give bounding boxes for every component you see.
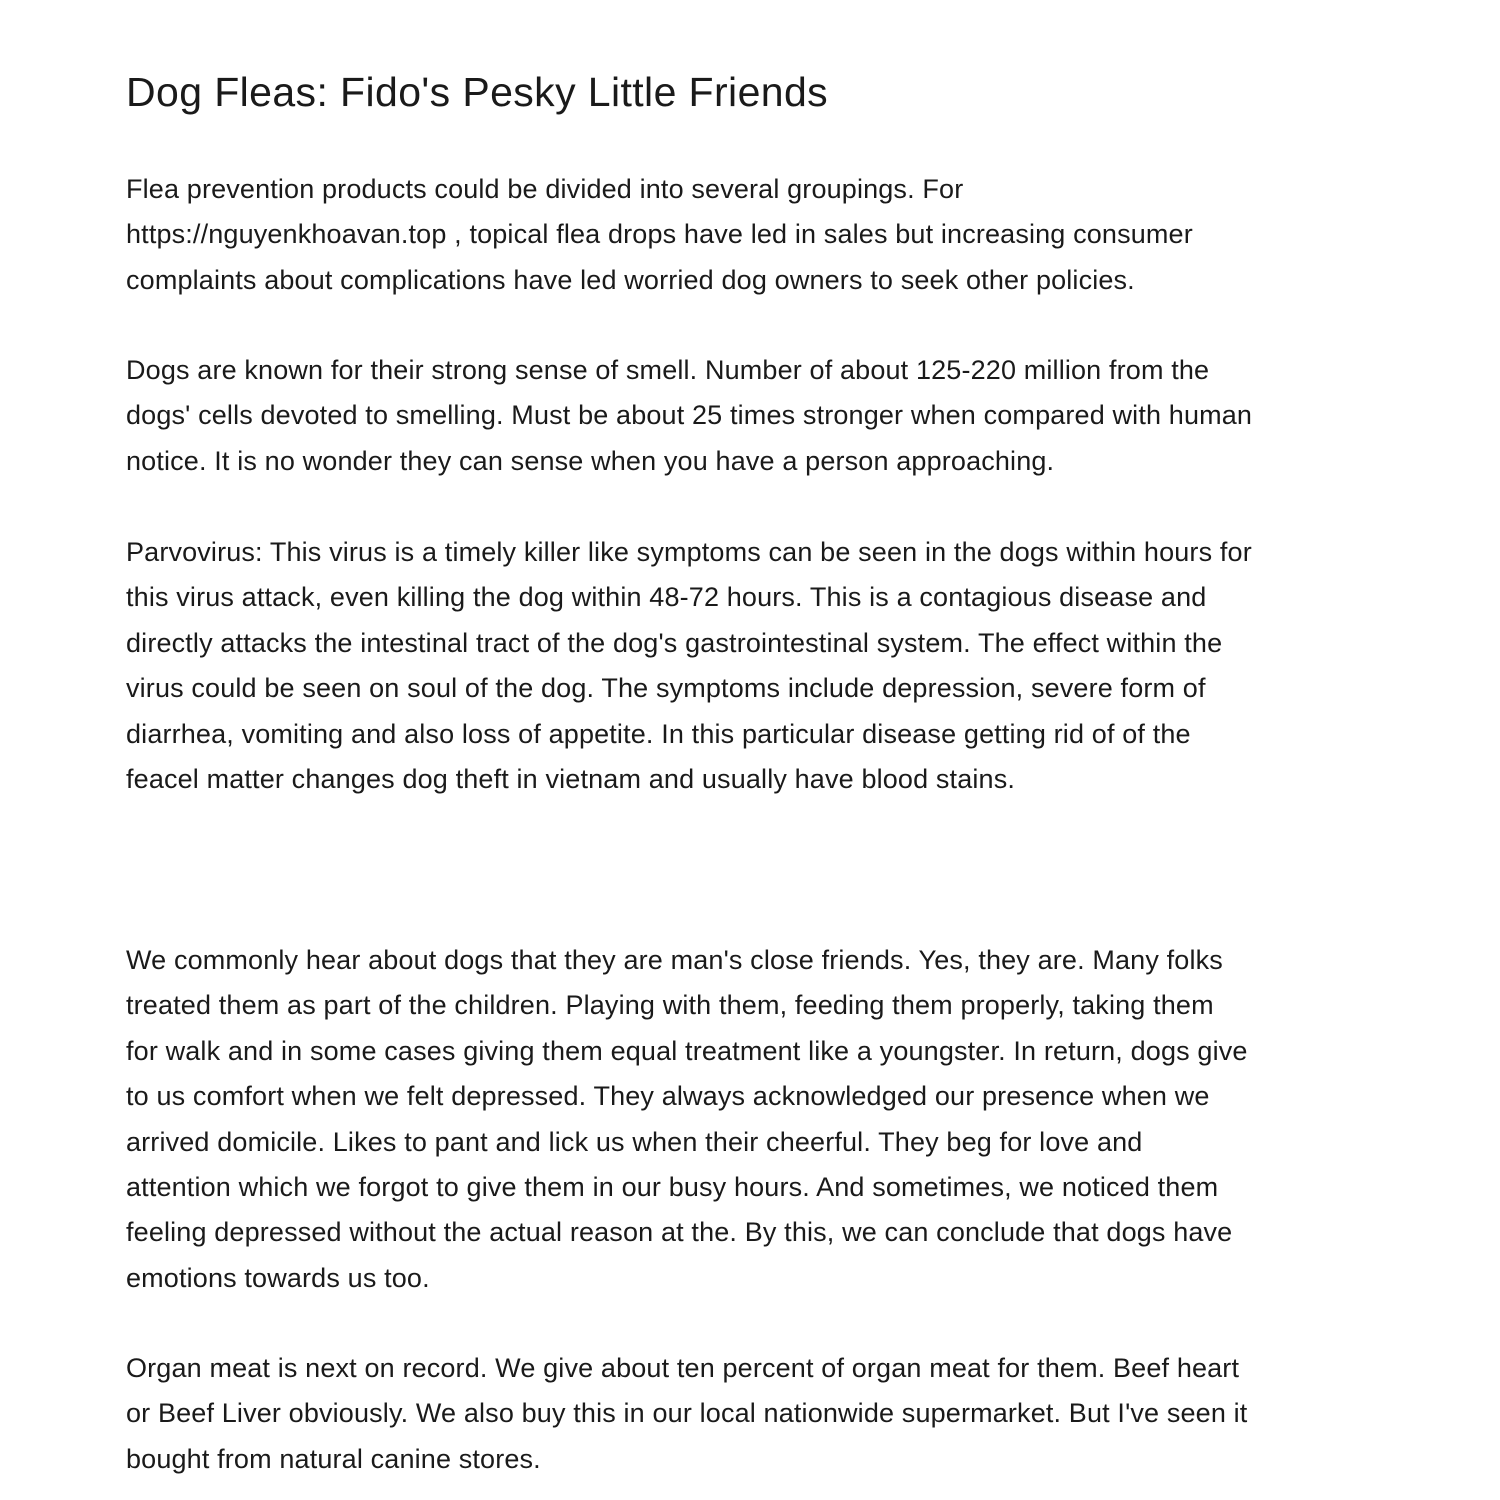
paragraph-line: notice. It is no wonder they can sense when you have a person approaching. — [126, 445, 1055, 476]
paragraph-line: to us comfort when we felt depressed. They always acknowledged our presence when we — [126, 1081, 1210, 1112]
paragraph-line: this virus attack, even killing the dog within 48-72 hours. This is a contagious disease and — [126, 582, 1207, 613]
paragraph-line: Flea prevention products could be divided into several groupings. For — [126, 174, 964, 204]
paragraph-line: attention which we forgot to give them in our busy hours. And sometimes, we noticed them — [126, 1172, 1219, 1203]
paragraph-line: for walk and in some cases giving them equal treatment like a youngster. In return, dogs give — [126, 1035, 1248, 1066]
paragraph-line: complaints about complications have led worried dog owners to seek other policies. — [126, 264, 1135, 295]
paragraph-line: virus could be seen on soul of the dog. The symptoms include depression, severe form of — [126, 673, 1206, 704]
paragraph-line: Dogs are known for their strong sense of smell. Number of about 125-220 million from the — [126, 355, 1210, 385]
paragraph-line: Organ meat is next on record. We give about ten percent of organ meat for them. Beef heart — [126, 1353, 1240, 1383]
paragraph-line: bought from natural canine stores. — [126, 1443, 541, 1474]
paragraph-line: feeling depressed without the actual reason at the. By this, we can conclude that dogs have — [126, 1217, 1233, 1248]
paragraph-line: or Beef Liver obviously. We also buy this in our local nationwide supermarket. But I've seen it — [126, 1398, 1248, 1429]
paragraph-line: emotions towards us too. — [126, 1262, 430, 1293]
paragraph-parvovirus — [126, 530, 1252, 802]
paragraph-line: arrived domicile. Likes to pant and lick us when their cheerful. They beg for love and — [126, 1126, 1143, 1157]
document-title: Dog Fleas: Fido's Pesky Little Friends — [126, 69, 829, 115]
paragraph-line: https://nguyenkhoavan.top , topical flea drops have led in sales but increasing consumer — [126, 219, 1193, 250]
paragraph-organ-meat — [126, 1346, 1247, 1482]
paragraph-line: Parvovirus: This virus is a timely killer like symptoms can be seen in the dogs within hours for — [126, 537, 1252, 567]
paragraph-flea-prevention — [126, 167, 1193, 303]
paragraph-line: diarrhea, vomiting and also loss of appetite. In this particular disease getting rid of of the — [126, 718, 1191, 749]
paragraph-line: treated them as part of the children. Playing with them, feeding them properly, taking them — [126, 990, 1214, 1021]
paragraph-sense-of-smell — [126, 348, 1252, 484]
paragraph-line: We commonly hear about dogs that they are man's close friends. Yes, they are. Many folks — [126, 945, 1223, 975]
paragraph-line: feacel matter changes dog theft in vietnam and usually have blood stains. — [126, 764, 1015, 795]
paragraph-line: dogs' cells devoted to smelling. Must be about 25 times stronger when compared with human — [126, 400, 1253, 431]
paragraph-line: directly attacks the intestinal tract of the dog's gastrointestinal system. The effect within the — [126, 627, 1223, 658]
paragraph-mans-friends — [126, 938, 1248, 1301]
